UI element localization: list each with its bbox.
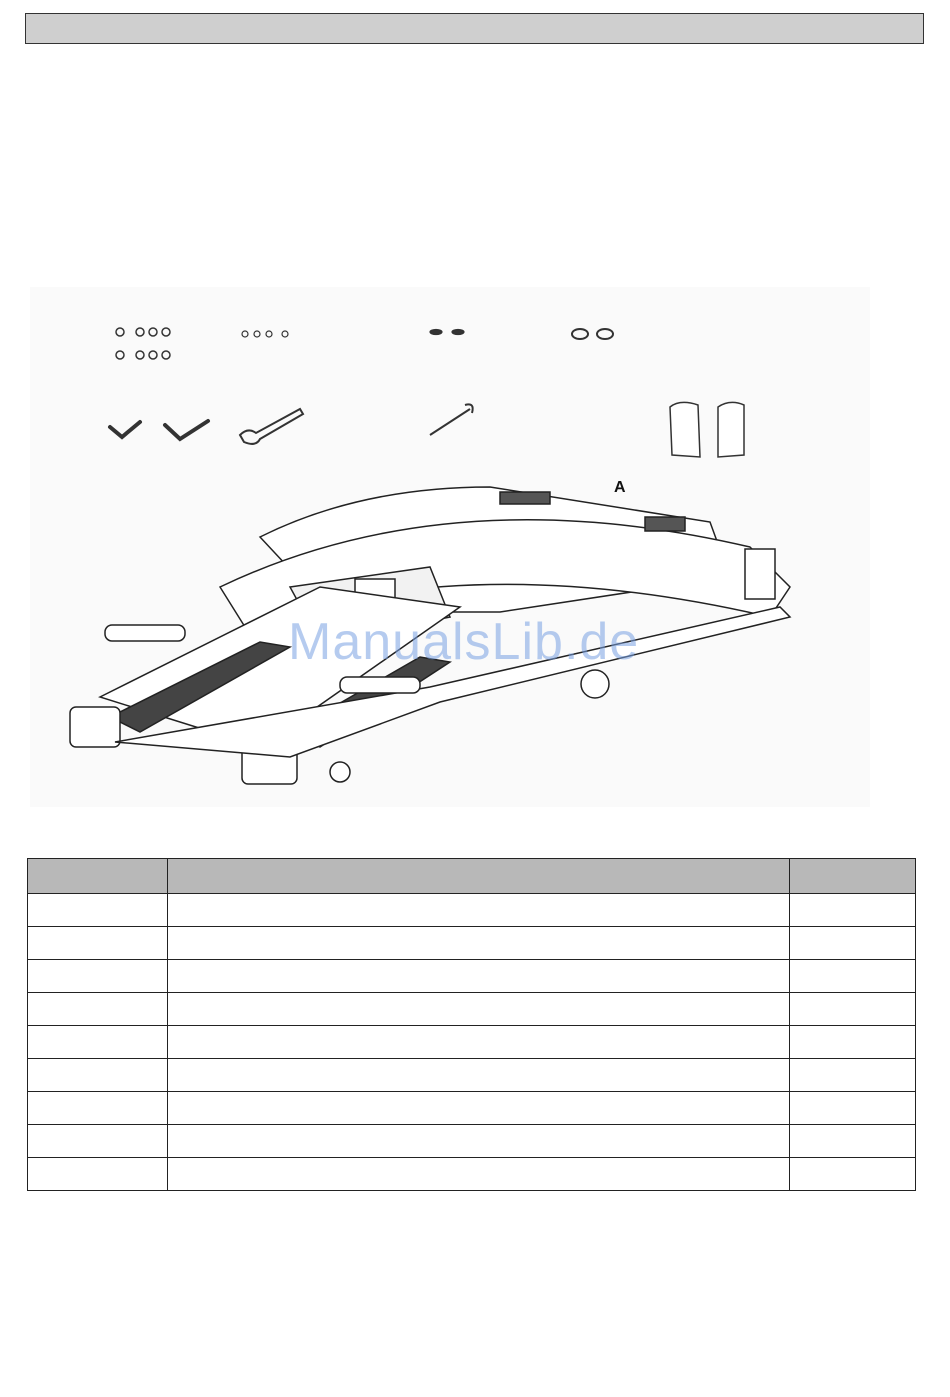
header-cell-description (168, 859, 790, 894)
table-cell (790, 1092, 916, 1125)
table-row (28, 927, 916, 960)
table-cell (28, 927, 168, 960)
table-cell (168, 927, 790, 960)
callout-label: A (614, 479, 626, 496)
table-cell (790, 960, 916, 993)
table-row (28, 1158, 916, 1191)
table-cell (790, 1125, 916, 1158)
table-cell (168, 1158, 790, 1191)
table-cell (790, 993, 916, 1026)
assembly-figure (30, 287, 870, 807)
table-cell (28, 1158, 168, 1191)
table-cell (790, 1059, 916, 1092)
header-cell-no (28, 859, 168, 894)
table-row (28, 1059, 916, 1092)
table-row (28, 1092, 916, 1125)
table-cell (790, 1026, 916, 1059)
table-cell (168, 1125, 790, 1158)
table-cell (168, 1026, 790, 1059)
table-cell (28, 1125, 168, 1158)
table-cell (28, 1092, 168, 1125)
table-cell (168, 1092, 790, 1125)
watermark: ManualsLib.de (288, 613, 640, 671)
table-cell (168, 894, 790, 927)
table-cell (790, 894, 916, 927)
table-cell (28, 960, 168, 993)
header-cell-qty (790, 859, 916, 894)
table-cell (168, 993, 790, 1026)
table-row (28, 1026, 916, 1059)
parts-table (27, 858, 916, 1191)
table-row (28, 993, 916, 1026)
table-cell (28, 894, 168, 927)
table-cell (28, 993, 168, 1026)
table-row (28, 960, 916, 993)
treadmill-illustration (30, 287, 870, 807)
table-cell (168, 960, 790, 993)
table-cell (790, 927, 916, 960)
table-row (28, 894, 916, 927)
section-header-bar (25, 13, 924, 44)
table-row (28, 1125, 916, 1158)
table-cell (28, 1026, 168, 1059)
table-cell (168, 1059, 790, 1092)
table-cell (790, 1158, 916, 1191)
table-header-row (28, 859, 916, 894)
table-cell (28, 1059, 168, 1092)
